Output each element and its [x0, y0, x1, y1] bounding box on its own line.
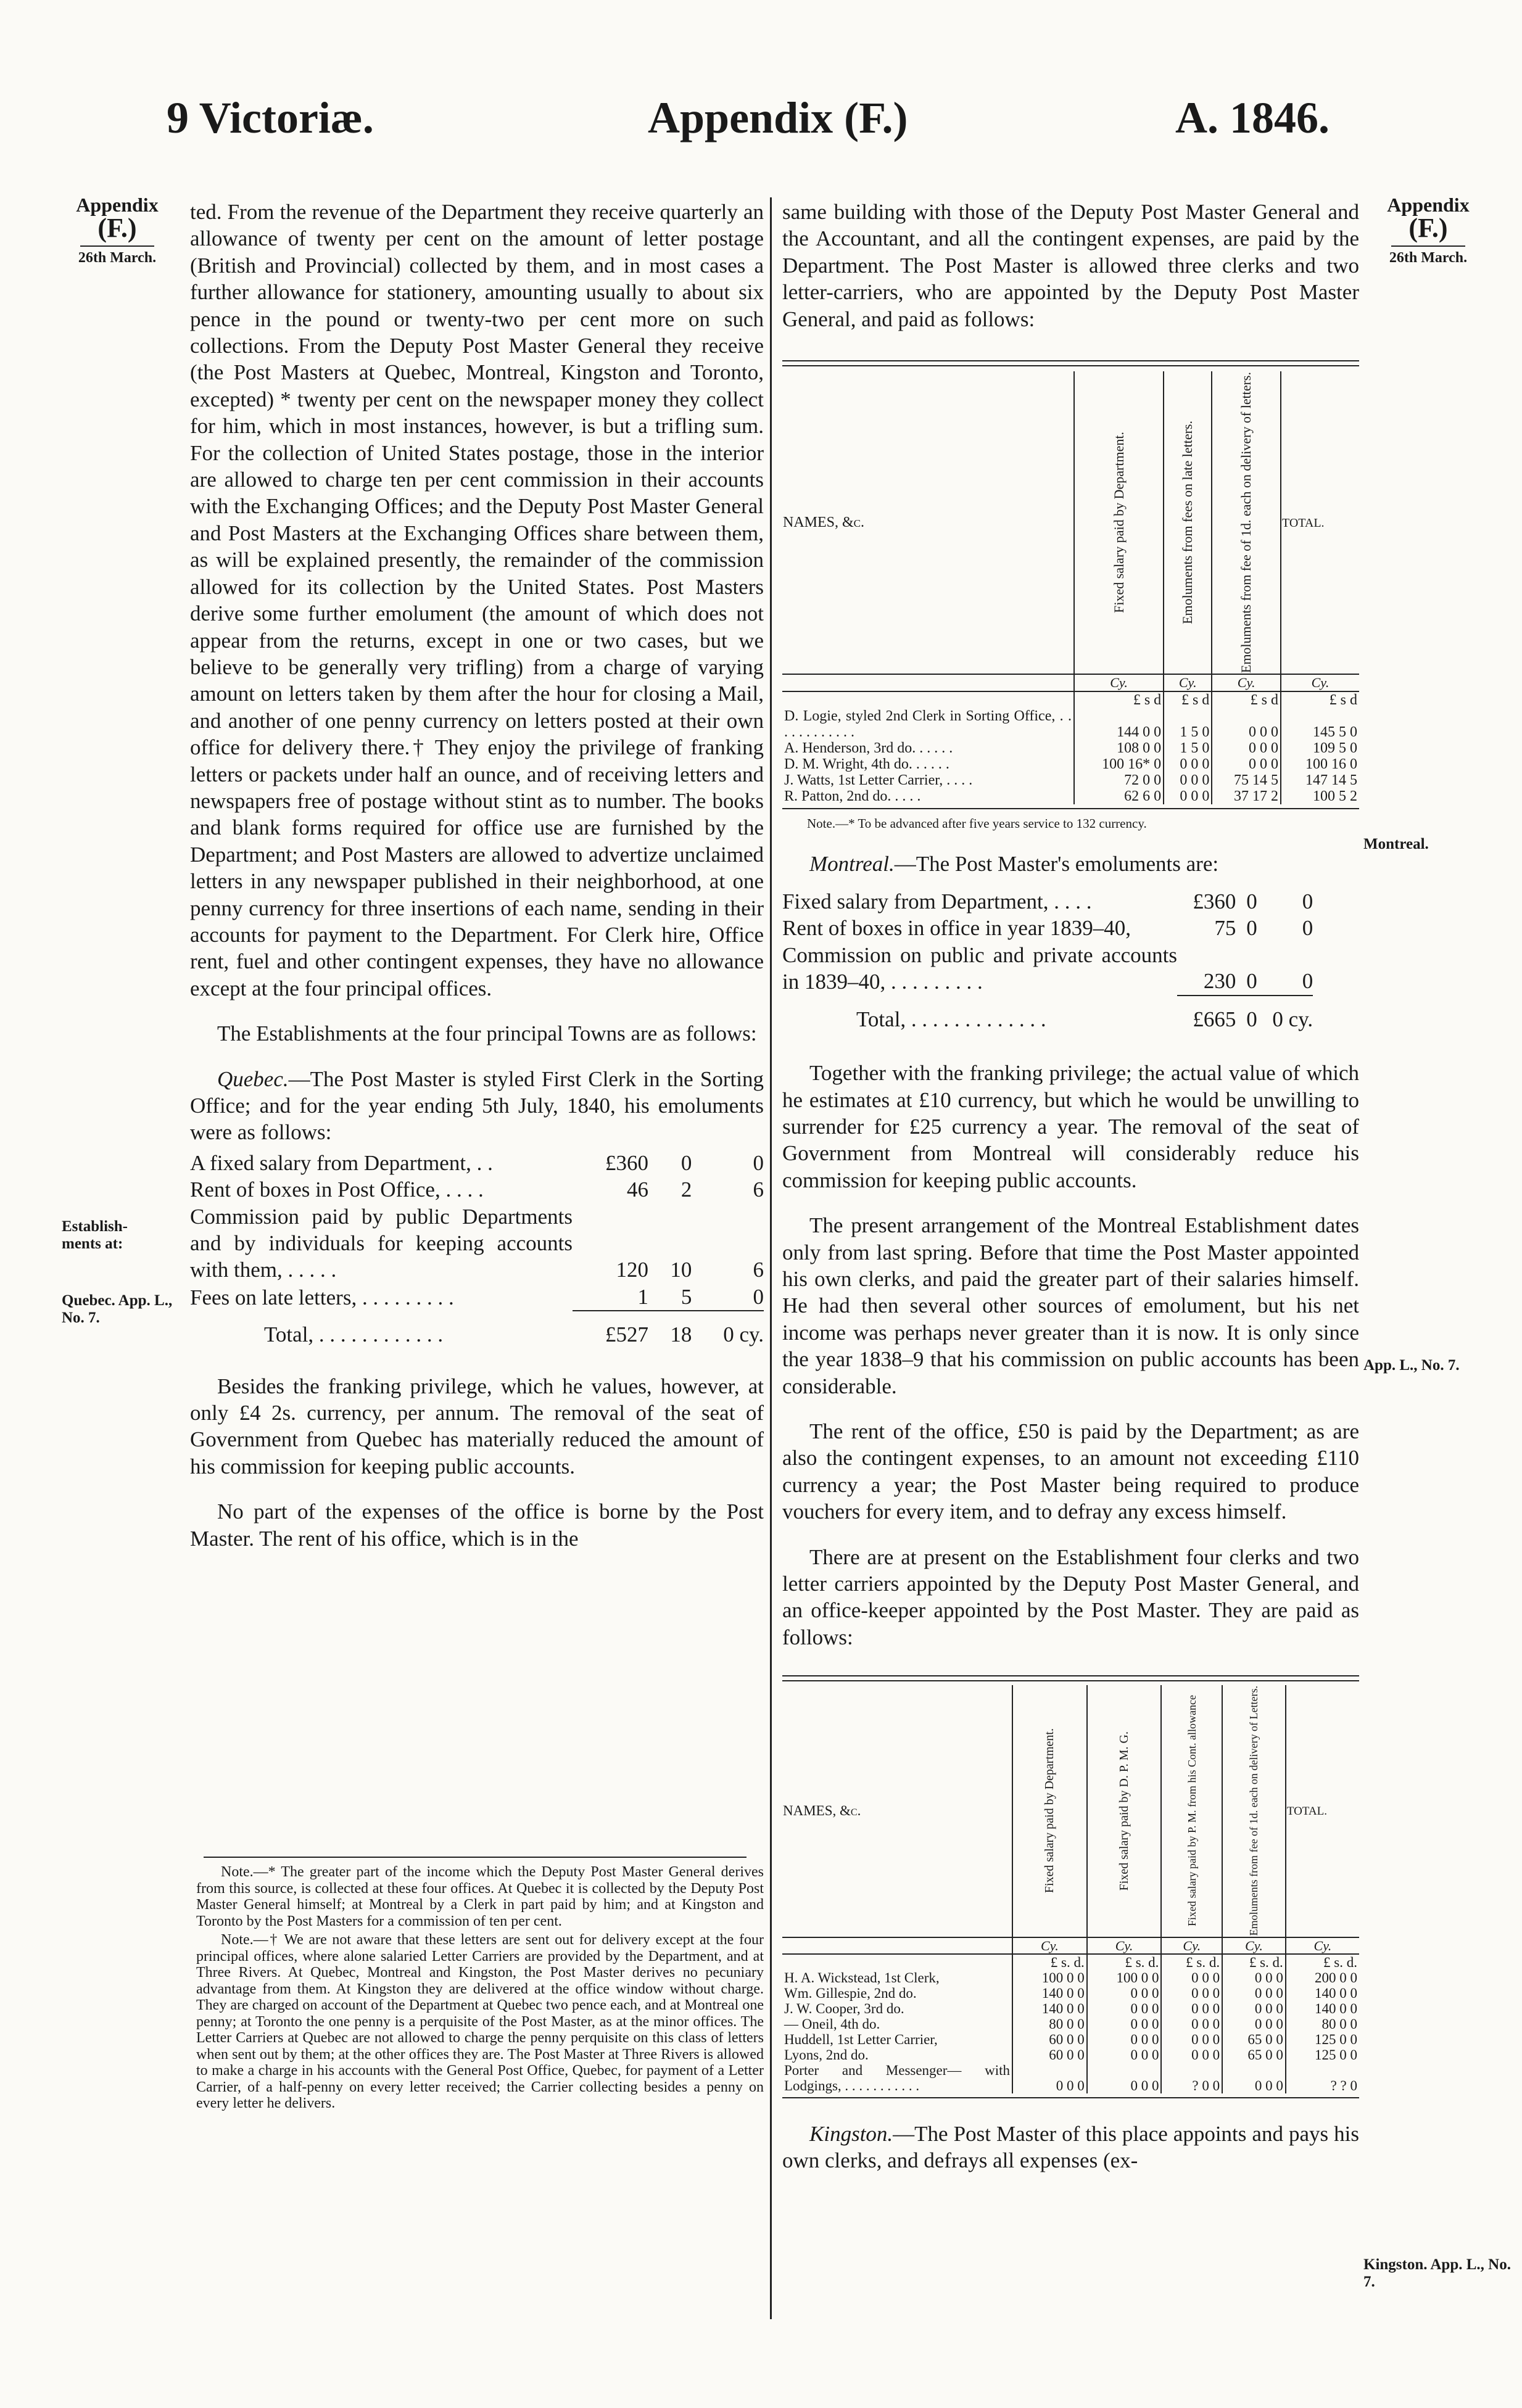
- row-name: Lyons, 2nd do.: [782, 2047, 1012, 2063]
- row-late-fees: 0 0 0: [1164, 756, 1212, 772]
- row-total: 125 0 0: [1315, 2047, 1357, 2063]
- row-value: 100 0 0: [1087, 1970, 1162, 1985]
- footnotes: [196, 1864, 764, 2114]
- row-value: 100 0 0: [1012, 1970, 1087, 1985]
- table-row: [782, 2063, 1359, 2093]
- col-header-delivery-fee: Emoluments from fee of 1d. each on delivery of Letters.: [1222, 1685, 1286, 1937]
- row-name: J. W. Cooper, 3rd do.: [782, 2001, 1012, 2016]
- row-total: 140 0 0: [1315, 1985, 1357, 2001]
- montreal-ledger-total: [782, 996, 1313, 1033]
- row-late-fees: 0 0 0: [1164, 772, 1212, 788]
- row-delivery-fee: 0 0 0: [1212, 708, 1281, 740]
- quebec-ledger-row: [190, 1284, 764, 1311]
- ledger-label: A fixed salary from Department, . .: [190, 1150, 493, 1175]
- margin-montreal: Montreal.: [1363, 836, 1429, 852]
- ledger-total-pounds: £665: [1193, 1007, 1236, 1031]
- footnote-rule: [204, 1857, 747, 1858]
- units-label: £ s d: [1164, 691, 1212, 708]
- row-name: — Oneil, 4th do.: [782, 2016, 1012, 2032]
- units-label: £ s d: [1212, 691, 1281, 708]
- ledger-shillings: 5: [648, 1284, 692, 1311]
- ledger-pence: 0: [753, 1150, 764, 1175]
- row-value: 0 0 0: [1087, 2016, 1162, 2032]
- table-row: [782, 756, 1359, 772]
- units-label: £ s d: [1074, 691, 1164, 708]
- ledger-pence: 0: [1302, 889, 1313, 914]
- right-paragraph-3: The present arrangement of the Montreal Establishment dates only from last spring. Before that time the Post Master appointed his own clerks, and paid the greater part of their salaries himself. He had then several other sources of emolument, but his net income was perhaps never greater than it is now. It is only since the year 1838–9 that his commission on public accounts has been considerable.: [782, 1213, 1359, 1398]
- row-value: 0 0 0: [1087, 2063, 1162, 2093]
- column-divider: [770, 197, 772, 2319]
- ledger-pence: 0: [1302, 916, 1313, 941]
- cy-label: Cy.: [1212, 674, 1281, 691]
- ledger-total-label: Total, . . . . . . . . . . . .: [264, 1322, 444, 1347]
- quebec-paragraph: [190, 1066, 764, 1146]
- margin-quebec: Quebec. App. L., No. 7.: [62, 1292, 173, 1326]
- header-right: A. 1846.: [1175, 93, 1330, 142]
- ledger-pounds: 75: [1214, 916, 1236, 941]
- footnote-2: Note.—† We are not aware that these letters are sent out for delivery except at the four principal offices, where alone salaried Letter Carriers are provided by the Department, and at Three Rivers. At Quebec, Montreal and Kingston, the Post Master derives no pecuniary advantage from them. At Kingston they are delivered at the office window without charge. They are charged on account of the Department at Quebec two pence each, and at Montreal one penny; at Toronto the one penny is a perquisite of the Post Master, as at the minor offices. The Letter Carriers at Quebec are not allowed to charge the penny perquisite on this class of letters when sent out by them; at the other offices they are. The Post Master at Three Rivers is allowed to make a charge in his accounts with the General Post Office, Quebec, for payment of a Letter Carrier, of a half-penny on every letter received; the Carrier collecting besides a penny on every letter he delivers.: [196, 1932, 764, 2111]
- row-total: 125 0 0: [1315, 2031, 1357, 2047]
- ledger-pounds: 46: [626, 1177, 648, 1202]
- row-value: 80 0 0: [1012, 2016, 1087, 2032]
- row-value: 0 0 0: [1087, 2001, 1162, 2016]
- units-label: £ s d: [1329, 692, 1357, 709]
- units-label: £ s. d.: [1012, 1954, 1087, 1970]
- right-paragraph-4: The rent of the office, £50 is paid by the Department; as are also the contingent expenses, to an amount not exceeding £110 currency a year; the Post Master being required to produce vouchers for every item, and to defray any excess himself.: [782, 1419, 1359, 1524]
- quebec-salary-table: [782, 371, 1359, 804]
- cy-label: Cy.: [1161, 1937, 1222, 1954]
- col-header-fixed-dpmg: Fixed salary paid by D. P. M. G.: [1087, 1685, 1162, 1937]
- row-delivery-fee: 37 17 2: [1212, 788, 1281, 804]
- row-total: 100 5 2: [1313, 788, 1357, 805]
- margin-appendix-right: Appendix (F.) 26th March.: [1387, 194, 1470, 266]
- row-late-fees: 1 5 0: [1164, 740, 1212, 756]
- left-column: [190, 199, 764, 1570]
- row-total: 145 5 0: [1313, 724, 1357, 741]
- units-label: £ s. d.: [1161, 1954, 1222, 1970]
- table1-top-rule: [782, 360, 1359, 366]
- row-name: A. Henderson, 3rd do. . . . . .: [782, 740, 1074, 756]
- table-row: [782, 1985, 1359, 2001]
- cy-label: Cy.: [1012, 1937, 1087, 1954]
- table1-note: Note.—* To be advanced after five years service to 132 currency.: [807, 816, 1147, 831]
- ledger-pence: 0: [1257, 942, 1313, 996]
- ledger-shillings: 2: [680, 1177, 692, 1202]
- table1-bottom-rule: [782, 808, 1359, 809]
- right-paragraph-1: same building with those of the Deputy Post Master General and the Accountant, and all the contingent expenses, are paid by the Department. The Post Master is allowed three clerks and two letter-carriers, who are appointed by the Deputy Post Master General, and paid as follows:: [782, 200, 1359, 331]
- row-fixed-salary: 62 6 0: [1074, 788, 1164, 804]
- col-header-fixed-dept: Fixed salary paid by Department.: [1012, 1685, 1087, 1937]
- row-total: 147 14 5: [1305, 772, 1357, 789]
- cy-label: Cy.: [1313, 1937, 1332, 1953]
- cy-spacer: [782, 1937, 1012, 1954]
- row-value: 0 0 0: [1222, 1970, 1286, 1985]
- ledger-total-label: Total, . . . . . . . . . . . . .: [856, 1007, 1046, 1031]
- row-delivery-fee: 0 0 0: [1212, 740, 1281, 756]
- ledger-label: Commission on public and private accounts in 1839–40, . . . . . . . . .: [782, 942, 1177, 994]
- row-value: 0 0 0: [1087, 2047, 1162, 2063]
- ledger-pounds: 120: [616, 1258, 648, 1282]
- col-header-fixed-pm: Fixed salary paid by P. M. from his Cont. allowance: [1161, 1685, 1222, 1937]
- ledger-label: Rent of boxes in Post Office, . . . .: [190, 1177, 484, 1202]
- ledger-total-pounds: £527: [605, 1322, 648, 1347]
- col-header-fixed-salary: Fixed salary paid by Department.: [1074, 371, 1164, 674]
- quebec-ledger-row: [190, 1150, 764, 1176]
- row-total: 100 16 0: [1305, 756, 1357, 773]
- row-total: 109 5 0: [1313, 740, 1357, 757]
- quebec-intro: —The Post Master is styled First Clerk in the Sorting Office; and for the year ending 5th July, 1840, his emoluments were as follows:: [190, 1066, 764, 1145]
- cy-label: Cy.: [1074, 674, 1164, 691]
- table2-bottom-rule: [782, 2097, 1359, 2098]
- cy-label: Cy.: [1222, 1937, 1286, 1954]
- ledger-shillings: 10: [670, 1258, 692, 1282]
- montreal-intro: —The Post Master's emoluments are:: [894, 851, 1219, 876]
- row-value: 60 0 0: [1012, 2032, 1087, 2047]
- montreal-salary-table: [782, 1685, 1359, 2093]
- row-name: H. A. Wickstead, 1st Clerk,: [782, 1970, 1012, 1985]
- montreal-emoluments-table: [782, 888, 1313, 1033]
- row-name: Porter and Messenger— with Lodgings, . . . . . . . . . . .: [782, 2063, 1012, 2093]
- cy-label: Cy.: [1311, 675, 1330, 691]
- ledger-shillings: 0: [680, 1150, 692, 1175]
- col-header-names: NAMES, &c.: [782, 1685, 1012, 1937]
- row-name: J. Watts, 1st Letter Carrier, . . . .: [782, 772, 1074, 788]
- ledger-pence: 6: [753, 1258, 764, 1282]
- montreal-ledger-row: [782, 915, 1313, 941]
- units-label: £ s. d.: [1087, 1954, 1162, 1970]
- ledger-shillings: 0: [1246, 889, 1257, 914]
- table2-top-rule: [782, 1675, 1359, 1681]
- footnote-1: Note.—* The greater part of the income which the Deputy Post Master General derives from this source, is collected at these four offices. At Quebec it is collected by the Deputy Post Master General himself; at Montreal by a Clerk in part paid by him; and at Kingston and Toronto by the Post Masters for a commission of ten per cent.: [196, 1864, 764, 1929]
- row-total: ? ? 0: [1330, 2077, 1357, 2093]
- montreal-ledger-row: [782, 942, 1313, 996]
- table-row: [782, 2016, 1359, 2032]
- row-value: 0 0 0: [1222, 1985, 1286, 2001]
- row-late-fees: 0 0 0: [1164, 788, 1212, 804]
- ledger-pounds: £360: [605, 1150, 648, 1175]
- row-delivery-fee: 0 0 0: [1212, 756, 1281, 772]
- cy-label: Cy.: [1164, 674, 1212, 691]
- row-value: 0 0 0: [1161, 2001, 1222, 2016]
- kingston-paragraph: [782, 2121, 1359, 2174]
- table-row: [782, 740, 1359, 756]
- quebec-ledger-row: [190, 1203, 764, 1284]
- ledger-label: Fixed salary from Department, . . . .: [782, 889, 1092, 914]
- row-total: 200 0 0: [1315, 1969, 1357, 1985]
- ledger-pounds: 230: [1177, 942, 1236, 996]
- ledger-label: Fees on late letters, . . . . . . . . .: [190, 1285, 454, 1309]
- right-paragraph-2: Together with the franking privilege; the actual value of which he estimates at £10 currency, but which he would be unwilling to surrender for £25 currency a year. The removal of the seat of Government from Montreal will considerably reduce his commission for keeping public accounts.: [782, 1061, 1359, 1192]
- quebec-ledger-total: [190, 1311, 764, 1348]
- col-header-total: TOTAL.: [1286, 1685, 1359, 1937]
- header-center: Appendix (F.): [648, 93, 908, 142]
- table-row: [782, 708, 1359, 740]
- row-value: 140 0 0: [1012, 2001, 1087, 2016]
- quebec-emoluments-table: [190, 1150, 764, 1348]
- kingston-intro: —The Post Master of this place appoints and pays his own clerks, and defrays all expenses (ex-: [782, 2121, 1359, 2172]
- row-value: 0 0 0: [1161, 1985, 1222, 2001]
- ledger-pounds: 1: [573, 1284, 648, 1311]
- row-value: 65 0 0: [1222, 2047, 1286, 2063]
- ledger-pence: 6: [753, 1177, 764, 1202]
- row-value: 0 0 0: [1087, 2032, 1162, 2047]
- row-value: 60 0 0: [1012, 2047, 1087, 2063]
- units-spacer: [782, 691, 1074, 708]
- table-row: [782, 772, 1359, 788]
- row-value: 0 0 0: [1222, 2063, 1286, 2093]
- right-paragraph-5: There are at present on the Establishment four clerks and two letter carriers appointed by the Deputy Post Master General, and an office-keeper appointed by the Post Master. They are paid as follows:: [782, 1544, 1359, 1649]
- row-total: 80 0 0: [1321, 2016, 1357, 2032]
- row-fixed-salary: 108 0 0: [1074, 740, 1164, 756]
- col-header-delivery-fee: Emoluments from fee of 1d. each on delivery of letters.: [1212, 371, 1281, 674]
- margin-establishments: Establish-ments at:: [62, 1218, 128, 1252]
- margin-appendix-left: Appendix (F.) 26th March.: [76, 194, 159, 266]
- col-header-names: NAMES, &c.: [782, 371, 1074, 674]
- ledger-pence: 0: [692, 1284, 764, 1311]
- right-column: [782, 199, 1359, 2192]
- margin-app-l-7: App. L., No. 7.: [1363, 1357, 1460, 1374]
- ledger-shillings: 0: [1236, 942, 1257, 996]
- row-total: 140 0 0: [1315, 2000, 1357, 2016]
- units-label: £ s. d.: [1222, 1954, 1286, 1970]
- quebec-ledger-row: [190, 1176, 764, 1203]
- row-value: 65 0 0: [1222, 2032, 1286, 2047]
- left-paragraph-3: Besides the franking privilege, which he values, however, at only £4 2s. currency, per annum. The removal of the seat of Government from Quebec has materially reduced the amount of his commission for keeping public accounts.: [190, 1374, 764, 1478]
- row-fixed-salary: 72 0 0: [1074, 772, 1164, 788]
- row-fixed-salary: 144 0 0: [1074, 708, 1164, 740]
- ledger-label: Rent of boxes in office in year 1839–40,: [782, 916, 1131, 941]
- units-label: £ s. d.: [1323, 1954, 1357, 1970]
- row-name: D. Logie, styled 2nd Clerk in Sorting Office, . . . . . . . . . . . .: [782, 708, 1074, 740]
- units-spacer: [782, 1954, 1012, 1970]
- row-value: 0 0 0: [1222, 2001, 1286, 2016]
- ledger-shillings: 0: [1246, 916, 1257, 941]
- row-fixed-salary: 100 16* 0: [1074, 756, 1164, 772]
- kingston-lead: Kingston.: [809, 2121, 893, 2146]
- margin-kingston: Kingston. App. L., No. 7.: [1363, 2256, 1511, 2290]
- table-row: [782, 2001, 1359, 2016]
- ledger-total-shillings: 0: [1246, 1007, 1257, 1031]
- row-value: 140 0 0: [1012, 1985, 1087, 2001]
- ledger-label: Commission paid by public Departments and by individuals for keeping accounts with them, . . . . .: [190, 1204, 573, 1282]
- row-value: 0 0 0: [1161, 1970, 1222, 1985]
- col-header-total: TOTAL.: [1281, 371, 1359, 674]
- left-paragraph-2: The Establishments at the four principal Towns are as follows:: [217, 1021, 757, 1046]
- row-value: 0 0 0: [1012, 2063, 1087, 2093]
- ledger-total-shillings: 18: [670, 1322, 692, 1347]
- row-delivery-fee: 75 14 5: [1212, 772, 1281, 788]
- table-row: [782, 2047, 1359, 2063]
- cy-spacer: [782, 674, 1074, 691]
- montreal-paragraph: [782, 851, 1359, 877]
- row-value: ? 0 0: [1161, 2063, 1222, 2093]
- row-name: Huddell, 1st Letter Carrier,: [782, 2032, 1012, 2047]
- table-row: [782, 788, 1359, 804]
- table-row: [782, 1970, 1359, 1985]
- cy-label: Cy.: [1087, 1937, 1162, 1954]
- row-value: 0 0 0: [1161, 2016, 1222, 2032]
- row-value: 0 0 0: [1161, 2032, 1222, 2047]
- row-value: 0 0 0: [1161, 2047, 1222, 2063]
- montreal-ledger-row: [782, 888, 1313, 915]
- left-paragraph-4: No part of the expenses of the office is borne by the Post Master. The rent of his office, which is in the: [190, 1499, 764, 1551]
- montreal-lead: Montreal.: [809, 851, 895, 876]
- left-paragraph-1: ted. From the revenue of the Department they receive quarterly an allowance of twenty per cent on the amount of letter postage (British and Provincial) collected by them, and in most cases a further allowance for stationery, amounting usually to about six pence in the pound or twenty-two per cent more on such collections. From the Deputy Post Master General they receive (the Post Masters at Quebec, Montreal, Kingston and Toronto, excepted) * twenty per cent on the newspaper money they collect for him, which in most instances, however, is but a trifling sum. For the collection of United States postage, those in the interior are allowed to charge ten per cent commission in their accounts with the Exchanging Offices; and the Deputy Post Master General and Post Masters at the Exchanging Offices share between them, as will be explained presently, the remainder of the commission allowed for its collection by the United States. Post Masters derive some further emolument (the amount of which does not appear from the returns, except in one or two cases, but we believe to be generally very trifling) from a charge of varying amount on letters taken by them after the hour for closing a Mail, and another of one penny currency on letters posted at their own office for delivery there.† They enjoy the privilege of franking letters or packets under half an ounce, and of receiving letters and newspapers free of postage without stint as to number. The books and blank forms required for office use are furnished by the Department; and Post Masters are allowed to advertize unclaimed letters in any newspaper published in their neighborhood, at one penny currency for three insertions of each name, sending in their accounts for payment to the Department. For Clerk hire, Office rent, fuel and other contingent expenses, they have no allowance except at the four principal offices.: [190, 200, 764, 1000]
- ledger-total-pence: 0 cy.: [1272, 1007, 1313, 1031]
- table-row: [782, 2032, 1359, 2047]
- row-value: 0 0 0: [1222, 2016, 1286, 2032]
- quebec-lead: Quebec.: [217, 1066, 289, 1091]
- row-name: Wm. Gillespie, 2nd do.: [782, 1985, 1012, 2001]
- ledger-total-pence: 0 cy.: [723, 1322, 764, 1347]
- row-name: R. Patton, 2nd do. . . . .: [782, 788, 1074, 804]
- row-value: 0 0 0: [1087, 1985, 1162, 2001]
- ledger-pounds: £360: [1193, 889, 1236, 914]
- header-left: 9 Victoriæ.: [167, 93, 374, 142]
- col-header-late-fees: Emoluments from fees on late letters.: [1164, 371, 1212, 674]
- row-name: D. M. Wright, 4th do. . . . . .: [782, 756, 1074, 772]
- row-late-fees: 1 5 0: [1164, 708, 1212, 740]
